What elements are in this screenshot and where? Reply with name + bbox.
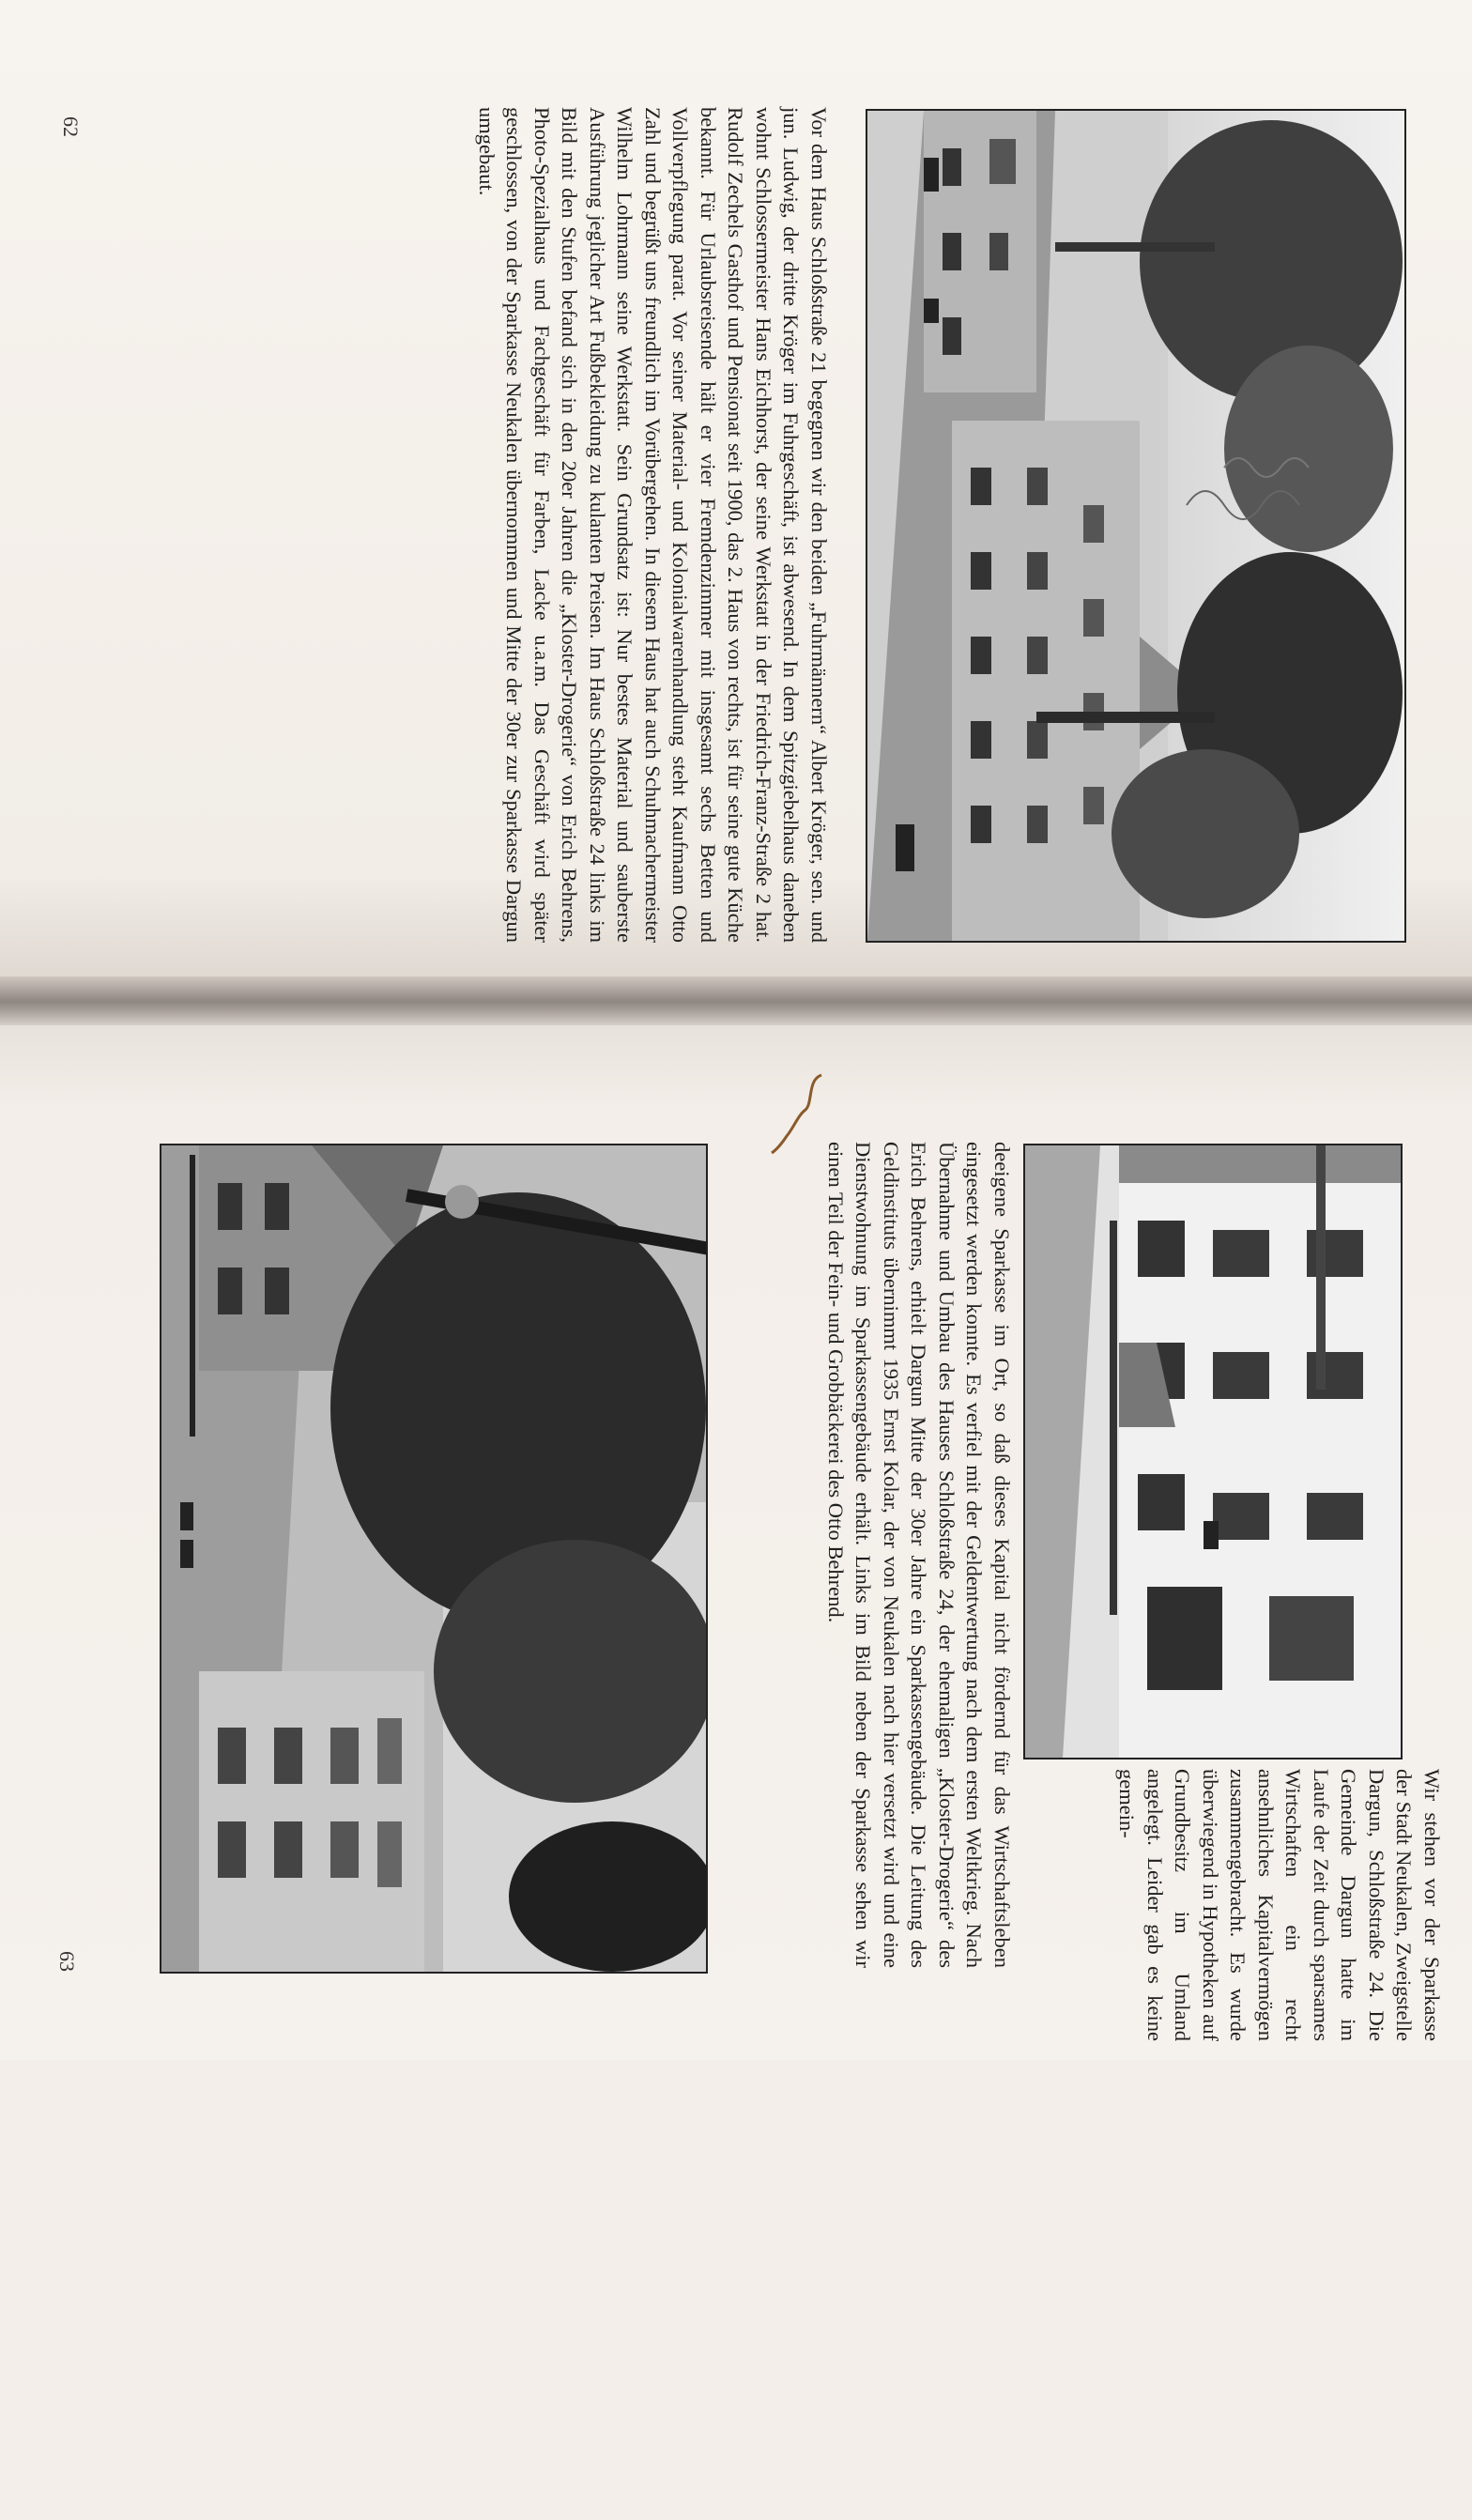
street-photo-image	[867, 111, 1404, 941]
paragraph-page-63-narrow: Wir stehen vor der Sparkasse der Stadt Neukalen, Zweigstelle Dargun, Schloßstraße 24. Die Gemeinde Dargun hatte im Laufe der Zeit durch sparsames Wirtschaften ein recht ansehnliches Kapitalvermögen zusammengebracht. Es wurde überwiegend in Hypotheken auf Grundbesitz im Umland angelegt. Leider gab es keine gemein-	[1115, 1769, 1444, 2041]
text-block-page-63-side	[1089, 1769, 1446, 2041]
page-number-63: 63	[55, 1951, 79, 1972]
pencil-mark	[770, 1070, 826, 1155]
sparkasse-street-image	[161, 1145, 706, 1972]
text-block-page-62	[401, 107, 833, 943]
photo-sparkasse-building	[1023, 1144, 1403, 1759]
book-gutter	[0, 976, 1472, 1033]
text-block-page-63	[734, 1142, 1016, 1968]
photo-sparkasse-street	[160, 1144, 708, 1974]
sparkasse-building-image	[1025, 1145, 1401, 1758]
page-62	[0, 0, 1472, 991]
page-number-62: 62	[59, 116, 83, 137]
paragraph-page-63-wide: deeigene Sparkasse im Ort, so daß dieses Kapital nicht fördernd für das Wirtschaftsleben eingesetzt werden konnte. Es verfiel mit der Geldentwertung nach dem ersten Weltkrieg. Nach Übernahme und Umbau des Hauses Schloßstraße 24, der ehemaligen „Kloster-Drogerie“ des Erich Behrens, erhielt Dargun Mitte der 30er Jahre ein Sparkassengebäude. Die Leitung des Geldinstituts übernimmt 1935 Ernst Kolar, der von Neukalen nach hier versetzt wird und eine Dienstwohnung im Sparkassengebäude erhält. Links im Bild neben der Sparkasse sehen wir einen Teil der Fein- und Grobbäckerei des Otto Behrend.	[824, 1142, 1014, 1968]
photo-schlossstrasse-street	[866, 109, 1406, 943]
text-block-page-63-narrow	[1008, 2051, 1403, 2520]
paragraph-page-62: Vor dem Haus Schloßstraße 21 begegnen wir den beiden „Fuhrmännern“ Albert Kröger, sen. und jun. Ludwig, der dritte Kröger im Fuhrgeschäft, ist abwesend. In dem Spitzgiebelhaus daneben wohnt Schlossermeister Hans Eichhorst, der seine Werkstatt in der Friedrich-Franz-Straße 2 hat. Rudolf Zechels Gasthof und Pensionat seit 1900, das 2. Haus von rechts, ist für seine gute Küche bekannt. Für Urlaubsreisende hält er vier Fremdenzimmer mit insgesamt sechs Betten und Vollverpflegung parat. Vor seiner Material- und Kolonialwarenhandlung steht Kaufmann Otto Zahl und begrüßt uns freundlich im Vorübergehen. In diesem Haus hat auch Schuhmachermeister Wilhelm Lohrmann seine Werkstatt. Sein Grundsatz ist: Nur bestes Material und sauberste Ausführung jeglicher Art Fußbekleidung zu kulanten Preisen. Im Haus Schloßstraße 24 links im Bild mit den Stufen befand sich in den 20er Jahren die „Kloster-Drogerie“ von Erich Behrens, Photo-Spezialhaus und Fachgeschäft für Farben, Lacke u.a.m. Das Geschäft wird später geschlossen, von der Sparkasse Neukalen übernommen und Mitte der 30er zur Sparkasse Dargun umgebaut.	[475, 107, 831, 943]
